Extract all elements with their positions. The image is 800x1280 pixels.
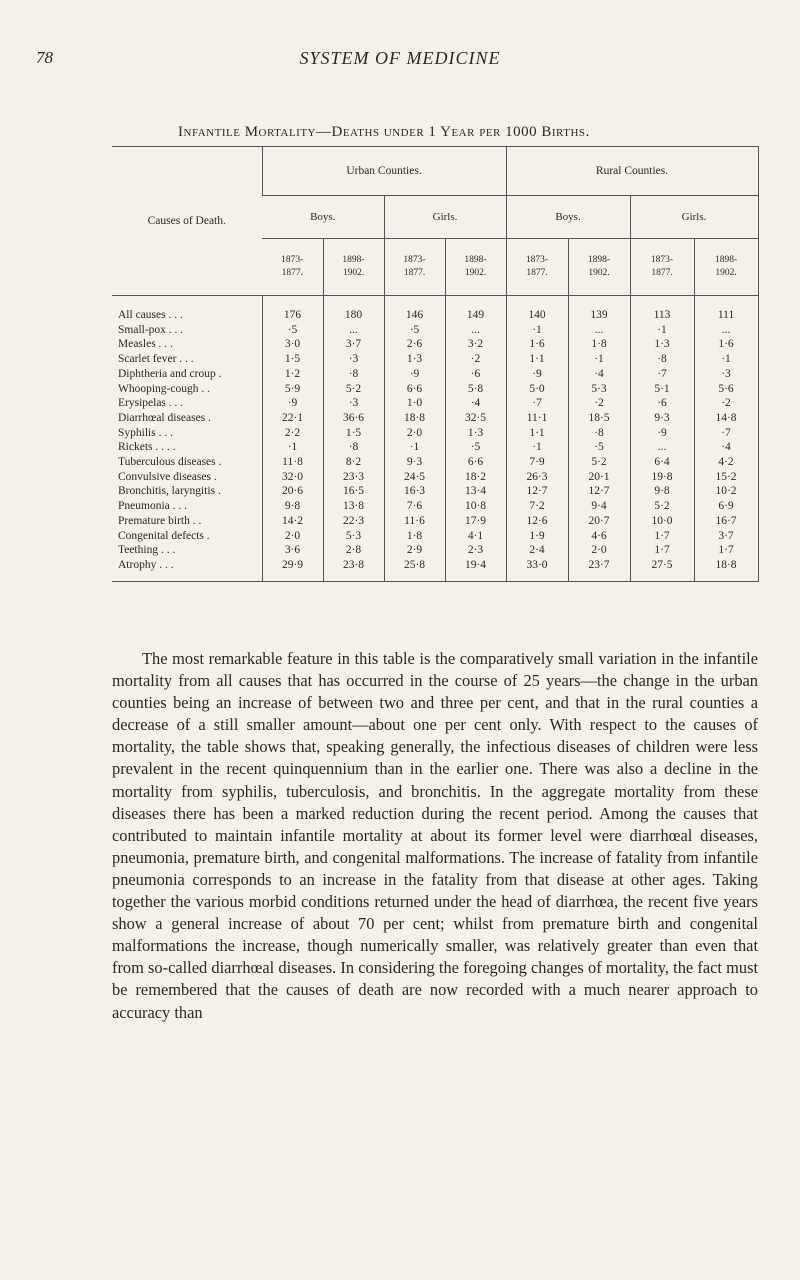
table-spacer-row — [112, 296, 758, 309]
value-cell: 10·0 — [630, 514, 694, 529]
value-cell: ·5 — [384, 323, 445, 338]
value-cell: 5·2 — [568, 455, 630, 470]
value-cell: 1·6 — [694, 337, 758, 352]
value-cell: 19·4 — [445, 558, 506, 573]
value-cell: ·1 — [694, 352, 758, 367]
value-cell: 2·8 — [323, 543, 384, 558]
value-cell: 146 — [384, 308, 445, 323]
value-cell: 24·5 — [384, 470, 445, 485]
value-cell: 2·3 — [445, 543, 506, 558]
urban-counties-header: Urban Counties. — [262, 147, 506, 196]
value-cell: 18·2 — [445, 470, 506, 485]
value-cell: 19·8 — [630, 470, 694, 485]
value-cell: 3·0 — [262, 337, 323, 352]
table-row — [112, 455, 758, 470]
cause-cell: Bronchitis, laryngitis . — [118, 485, 221, 498]
value-cell: 111 — [694, 308, 758, 323]
table-row — [112, 514, 758, 529]
value-cell: 13·8 — [323, 499, 384, 514]
value-cell: 36·6 — [323, 411, 384, 426]
value-cell: ·3 — [694, 367, 758, 382]
value-cell: 2·2 — [262, 426, 323, 441]
period-header: 1873- 1877. — [506, 239, 568, 296]
table-row — [112, 411, 758, 426]
value-cell: 9·8 — [262, 499, 323, 514]
value-cell: ·1 — [506, 440, 568, 455]
cause-cell: Whooping-cough . . — [118, 382, 210, 395]
period-header: 1873- 1877. — [384, 239, 445, 296]
value-cell: 18·5 — [568, 411, 630, 426]
cause-cell: Diarrhœal diseases . — [118, 411, 211, 424]
value-cell: 1·6 — [506, 337, 568, 352]
value-cell: 12·7 — [506, 484, 568, 499]
value-cell: ·5 — [445, 440, 506, 455]
value-cell: 22·1 — [262, 411, 323, 426]
value-cell: 1·3 — [630, 337, 694, 352]
cause-cell: All causes . . . — [118, 309, 183, 321]
causes-header: Causes of Death. — [112, 147, 262, 296]
cause-cell: Pneumonia . . . — [118, 500, 187, 513]
value-cell: 15·2 — [694, 470, 758, 485]
value-cell: 10·8 — [445, 499, 506, 514]
period-header: 1898- 1902. — [323, 239, 384, 296]
value-cell: 4·2 — [694, 455, 758, 470]
value-cell: 1·3 — [384, 352, 445, 367]
value-cell: 5·3 — [323, 529, 384, 544]
cause-cell: Tuberculous diseases . — [118, 456, 222, 469]
value-cell: 23·8 — [323, 558, 384, 573]
value-cell: ·3 — [323, 396, 384, 411]
table-row — [112, 484, 758, 499]
value-cell: 139 — [568, 308, 630, 323]
value-cell: 11·6 — [384, 514, 445, 529]
rural-boys-header: Boys. — [506, 196, 630, 239]
value-cell: 26·3 — [506, 470, 568, 485]
urban-boys-header: Boys. — [262, 196, 384, 239]
value-cell: 20·6 — [262, 484, 323, 499]
value-cell: 9·8 — [630, 484, 694, 499]
table-row — [112, 382, 758, 397]
value-cell: 140 — [506, 308, 568, 323]
table-row — [112, 529, 758, 544]
value-cell: ·8 — [568, 426, 630, 441]
cause-cell: Scarlet fever . . . — [118, 353, 194, 366]
value-cell: 7·2 — [506, 499, 568, 514]
value-cell: 2·6 — [384, 337, 445, 352]
value-cell: 20·7 — [568, 514, 630, 529]
value-cell: 5·2 — [630, 499, 694, 514]
value-cell: 6·6 — [384, 382, 445, 397]
value-cell: 5·2 — [323, 382, 384, 397]
cause-cell: Syphilis . . . — [118, 426, 173, 439]
value-cell: 2·0 — [384, 426, 445, 441]
value-cell: 33·0 — [506, 558, 568, 573]
value-cell: 1·7 — [630, 543, 694, 558]
value-cell: 7·9 — [506, 455, 568, 470]
table-row — [112, 367, 758, 382]
period-header: 1898- 1902. — [694, 239, 758, 296]
value-cell: ... — [630, 440, 694, 455]
value-cell: 12·7 — [568, 484, 630, 499]
table-row — [112, 440, 758, 455]
value-cell: ·7 — [630, 367, 694, 382]
cause-cell: Measles . . . — [118, 338, 173, 351]
value-cell: ·3 — [323, 352, 384, 367]
table-row — [112, 470, 758, 485]
value-cell: ·4 — [445, 396, 506, 411]
value-cell: 25·8 — [384, 558, 445, 573]
value-cell: 2·0 — [262, 529, 323, 544]
value-cell: 10·2 — [694, 484, 758, 499]
value-cell: 5·8 — [445, 382, 506, 397]
value-cell: ·2 — [568, 396, 630, 411]
value-cell: ·2 — [694, 396, 758, 411]
cause-cell: Premature birth . . — [118, 514, 202, 527]
body-paragraph: The most remarkable feature in this table is the comparatively small variation in the infantile mortality from all causes that has occurred in the course of 25 years—the change in the urban counties being an increase of between two and three per cent, and that in the rural counties a decrease of a still smaller amount—about one per cent only. With respect to the causes of mortality, the table shows that, speaking generally, the infectious diseases of children were less prevalent in the recent quinquennium than in the earlier one. There was also a decline in the mortality from syphilis, tuberculosis, and bronchitis. In the aggregate mortality from these diseases there has been a marked reduction during the recent period. Among the causes that contributed to maintain infantile mortality at about its former level were diarrhœal diseases, pneumonia, premature birth, and congenital malformations. The increase of fatality from infantile pneumonia corresponds to an increase in the fatality from that disease at other ages. Taking together the various morbid conditions returned under the head of diarrhœa, the recent five years show a general increase of about 70 per cent; whilst from premature birth and congenital malformations the increase, though numerically smaller, was relatively greater than even that from so-called diarrhœal diseases. In considering the foregoing changes of mortality, the fact must be remembered that the causes of death are now recorded with a much nearer approach to accuracy than — [112, 649, 758, 1022]
value-cell: 5·0 — [506, 382, 568, 397]
value-cell: 3·7 — [323, 337, 384, 352]
value-cell: ·6 — [630, 396, 694, 411]
cause-cell: Rickets . . . . — [118, 441, 176, 454]
value-cell: 17·9 — [445, 514, 506, 529]
value-cell: ... — [445, 323, 506, 338]
value-cell: 1·8 — [384, 529, 445, 544]
value-cell: 1·8 — [568, 337, 630, 352]
value-cell: 5·3 — [568, 382, 630, 397]
value-cell: 7·6 — [384, 499, 445, 514]
value-cell: 6·9 — [694, 499, 758, 514]
table-row — [112, 558, 758, 573]
rural-girls-header: Girls. — [630, 196, 758, 239]
value-cell: ·9 — [630, 426, 694, 441]
value-cell: ·7 — [694, 426, 758, 441]
value-cell: 6·6 — [445, 455, 506, 470]
value-cell: 4·6 — [568, 529, 630, 544]
value-cell: 23·7 — [568, 558, 630, 573]
value-cell: ·1 — [384, 440, 445, 455]
value-cell: 9·4 — [568, 499, 630, 514]
cause-cell: Congenital defects . — [118, 529, 210, 542]
value-cell: 1·5 — [262, 352, 323, 367]
value-cell: 22·3 — [323, 514, 384, 529]
value-cell: 23·3 — [323, 470, 384, 485]
cause-cell: Atrophy . . . — [118, 558, 174, 571]
value-cell: 180 — [323, 308, 384, 323]
value-cell: 2·9 — [384, 543, 445, 558]
value-cell: 16·5 — [323, 484, 384, 499]
value-cell: ·8 — [323, 440, 384, 455]
value-cell: ·6 — [445, 367, 506, 382]
rural-counties-header: Rural Counties. — [506, 147, 758, 196]
table-row — [112, 337, 758, 352]
mortality-table-container — [112, 146, 758, 582]
value-cell: 1·3 — [445, 426, 506, 441]
urban-girls-header: Girls. — [384, 196, 506, 239]
value-cell: ·2 — [445, 352, 506, 367]
value-cell: 5·1 — [630, 382, 694, 397]
value-cell: 32·5 — [445, 411, 506, 426]
value-cell: ·1 — [506, 323, 568, 338]
value-cell: ·5 — [568, 440, 630, 455]
value-cell: 1·7 — [694, 543, 758, 558]
value-cell: 2·0 — [568, 543, 630, 558]
table-row — [112, 426, 758, 441]
value-cell: 1·0 — [384, 396, 445, 411]
value-cell: 1·7 — [630, 529, 694, 544]
value-cell: 1·9 — [506, 529, 568, 544]
value-cell: 14·2 — [262, 514, 323, 529]
cause-cell: Small-pox . . . — [118, 323, 184, 336]
cause-cell: Convulsive diseases . — [118, 470, 217, 483]
mortality-table — [112, 146, 759, 582]
value-cell: 9·3 — [630, 411, 694, 426]
value-cell: 1·2 — [262, 367, 323, 382]
period-header: 1873- 1877. — [630, 239, 694, 296]
value-cell: 29·9 — [262, 558, 323, 573]
table-row — [112, 543, 758, 558]
period-header: 1873- 1877. — [262, 239, 323, 296]
table-row — [112, 323, 758, 338]
value-cell: ·9 — [262, 396, 323, 411]
value-cell: ... — [568, 323, 630, 338]
value-cell: 14·8 — [694, 411, 758, 426]
value-cell: 5·9 — [262, 382, 323, 397]
value-cell: 11·8 — [262, 455, 323, 470]
value-cell: ·4 — [694, 440, 758, 455]
value-cell: 8·2 — [323, 455, 384, 470]
value-cell: 13·4 — [445, 484, 506, 499]
period-header: 1898- 1902. — [568, 239, 630, 296]
value-cell: ·7 — [506, 396, 568, 411]
value-cell: 1·5 — [323, 426, 384, 441]
value-cell: ·8 — [323, 367, 384, 382]
value-cell: ·4 — [568, 367, 630, 382]
table-body — [112, 296, 758, 582]
value-cell: 9·3 — [384, 455, 445, 470]
value-cell: ·5 — [262, 323, 323, 338]
value-cell: 16·7 — [694, 514, 758, 529]
value-cell: 32·0 — [262, 470, 323, 485]
table-row — [112, 352, 758, 367]
value-cell: ·8 — [630, 352, 694, 367]
value-cell: 149 — [445, 308, 506, 323]
value-cell: ·9 — [384, 367, 445, 382]
cause-cell: Teething . . . — [118, 544, 176, 557]
value-cell: 4·1 — [445, 529, 506, 544]
value-cell: 176 — [262, 308, 323, 323]
cause-cell: Diphtheria and croup . — [118, 367, 222, 380]
value-cell: 12·6 — [506, 514, 568, 529]
value-cell: 3·6 — [262, 543, 323, 558]
table-row — [112, 499, 758, 514]
table-spacer-row — [112, 573, 758, 582]
value-cell: 5·6 — [694, 382, 758, 397]
value-cell: 16·3 — [384, 484, 445, 499]
period-header: 1898- 1902. — [445, 239, 506, 296]
page-number: 78 — [36, 48, 53, 67]
table-row — [112, 308, 758, 323]
value-cell: 18·8 — [694, 558, 758, 573]
cause-cell: Erysipelas . . . — [118, 397, 184, 410]
table-title: Infantile Mortality—Deaths under 1 Year per 1000 Births. — [178, 124, 590, 140]
table-row — [112, 396, 758, 411]
value-cell: ... — [694, 323, 758, 338]
value-cell: 6·4 — [630, 455, 694, 470]
value-cell: 113 — [630, 308, 694, 323]
value-cell: ·9 — [506, 367, 568, 382]
running-head: SYSTEM OF MEDICINE — [299, 48, 501, 68]
value-cell: 3·2 — [445, 337, 506, 352]
value-cell: ... — [323, 323, 384, 338]
value-cell: 20·1 — [568, 470, 630, 485]
value-cell: 1·1 — [506, 352, 568, 367]
value-cell: 27·5 — [630, 558, 694, 573]
value-cell: 2·4 — [506, 543, 568, 558]
value-cell: 18·8 — [384, 411, 445, 426]
value-cell: ·1 — [262, 440, 323, 455]
value-cell: 3·7 — [694, 529, 758, 544]
value-cell: ·1 — [630, 323, 694, 338]
value-cell: 11·1 — [506, 411, 568, 426]
value-cell: ·1 — [568, 352, 630, 367]
value-cell: 1·1 — [506, 426, 568, 441]
